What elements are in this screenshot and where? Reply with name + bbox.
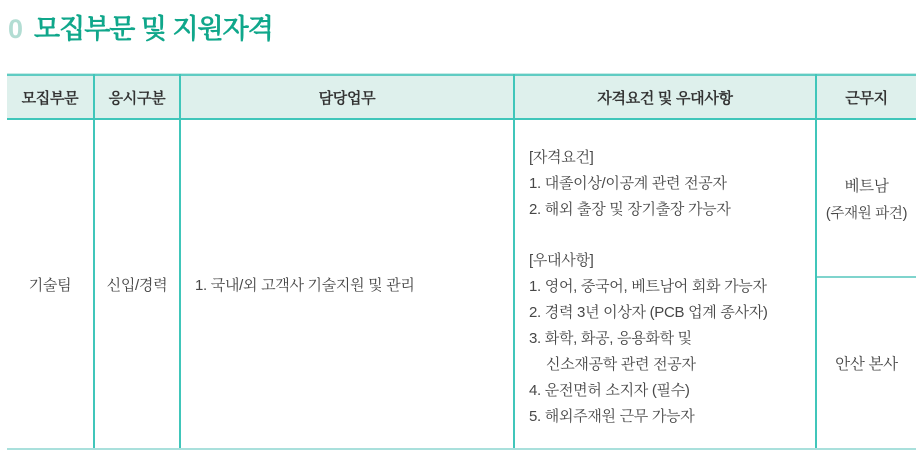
header-work-location: 근무지 (817, 74, 916, 120)
preferences-title: [우대사항] (529, 252, 594, 269)
preference-item: 5. 해외주재원 근무 가능자 (529, 408, 695, 425)
work-location-cells (817, 120, 916, 448)
column-recruit-division (7, 74, 95, 448)
preference-item: 4. 운전면허 소지자 (필수) (529, 382, 690, 399)
title-number-bullet: 0 (8, 14, 23, 44)
page-title (8, 7, 273, 46)
page-title-text: 모집부문 및 지원자격 (34, 14, 273, 44)
header-duties: 담당업무 (181, 74, 513, 120)
work-location-ansan (817, 278, 916, 448)
cell-duties: 1. 국내/외 고객사 기술지원 및 관리 (195, 276, 415, 294)
preference-item-continuation: 신소재공학 관련 전공자 (546, 356, 696, 373)
preference-item: 1. 영어, 중국어, 베트남어 회화 가능자 (529, 278, 767, 295)
header-qualifications: 자격요건 및 우대사항 (515, 74, 815, 120)
cell-qualifications (515, 120, 815, 448)
requirements-title: [자격요건] (529, 149, 594, 166)
header-recruit-division: 모집부문 (7, 74, 93, 120)
work-location-vietnam (817, 120, 916, 278)
cell-recruit-division: 기술팀 (28, 276, 72, 294)
header-exam-type: 응시구분 (95, 74, 179, 120)
work-location-name: 베트남 (844, 177, 889, 195)
column-exam-type (95, 74, 181, 448)
column-duties (181, 74, 515, 448)
column-qualifications (515, 74, 817, 448)
requirement-item: 2. 해외 출장 및 장기출장 가능자 (529, 201, 731, 218)
preference-item: 3. 화학, 화공, 응용화학 및 (529, 330, 692, 347)
cell-exam-type: 신입/경력 (106, 276, 168, 294)
column-work-location (817, 74, 916, 448)
requirement-item: 1. 대졸이상/이공계 관련 전공자 (529, 175, 727, 192)
work-location-note: (주재원 파견) (825, 205, 908, 222)
work-location-name: 안산 본사 (835, 356, 898, 373)
recruitment-table (7, 73, 916, 450)
preference-item: 2. 경력 3년 이상자 (PCB 업계 종사자) (529, 304, 768, 321)
